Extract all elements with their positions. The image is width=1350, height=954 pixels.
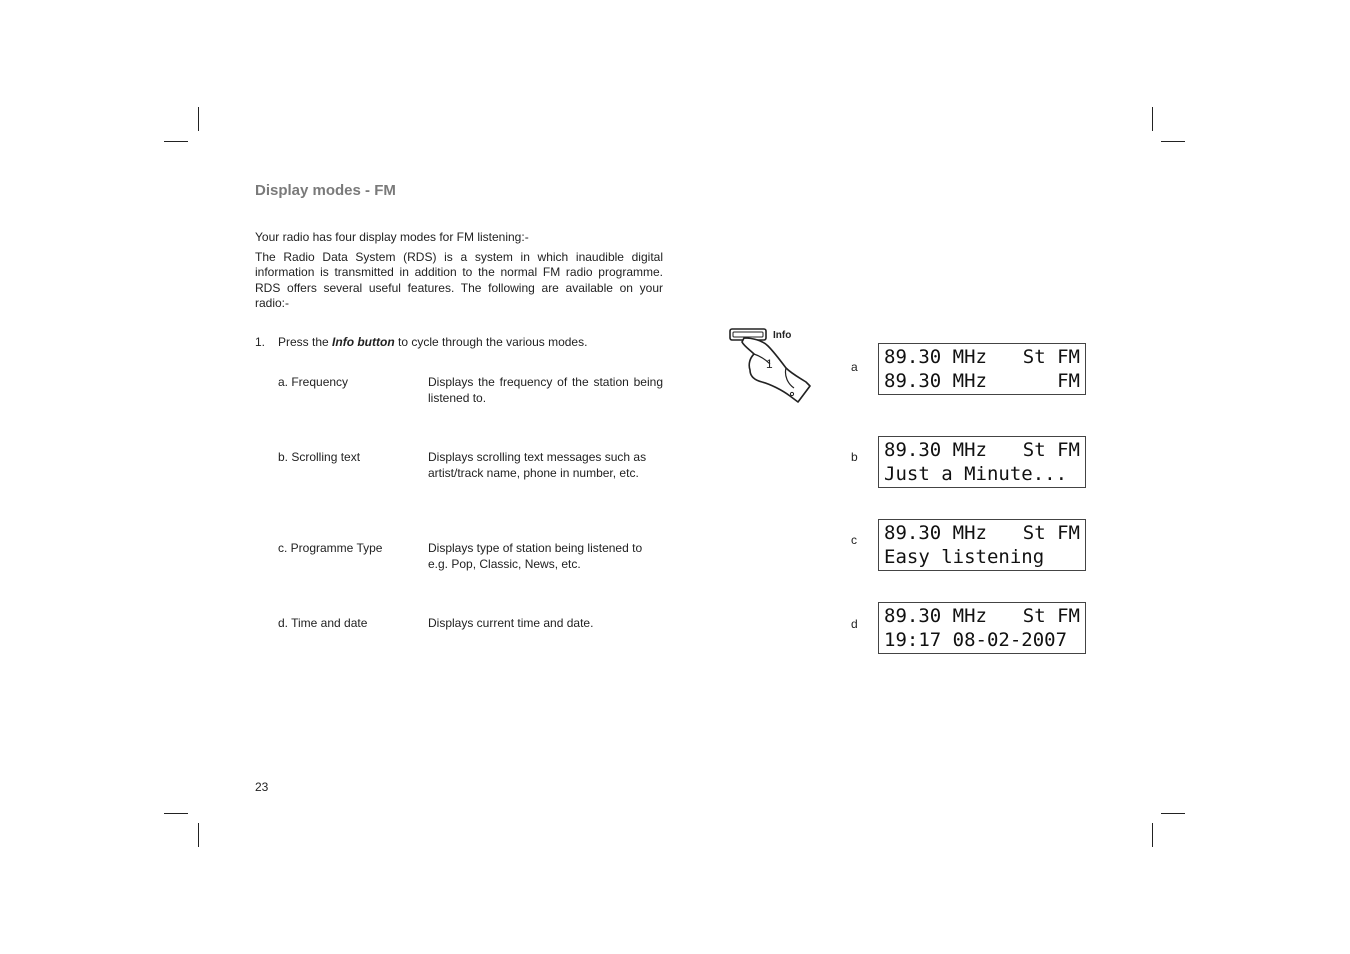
crop-mark	[198, 107, 199, 131]
crop-mark	[164, 141, 188, 142]
mode-desc-programme-type: Displays type of station being listened to e.g. Pop, Classic, News, etc.	[428, 541, 643, 571]
mode-desc-scrolling-text: Displays scrolling text messages such as artist/track name, phone in number, etc.	[428, 450, 647, 480]
lcd-line2-right: FM	[1057, 370, 1080, 392]
display-letter-c: c	[851, 533, 857, 547]
crop-mark	[1161, 813, 1185, 814]
crop-mark	[1161, 141, 1185, 142]
lcd-display-frequency	[878, 343, 1086, 395]
rds-paragraph: The Radio Data System (RDS) is a system in which inaudible digital information is transmitted in addition to the normal FM radio programme. RDS offers several useful features. The following are available on your radio:-	[255, 250, 663, 310]
mode-label-scrolling-text: b. Scrolling text	[278, 450, 361, 464]
lcd-line1-left: 89.30 MHz	[884, 346, 987, 368]
step-prefix: Press the	[278, 335, 333, 349]
mode-label-time-date: d. Time and date	[278, 616, 368, 630]
crop-mark	[198, 823, 199, 847]
mode-label-programme-type: c. Programme Type	[278, 541, 383, 555]
page-title: Display modes - FM	[255, 182, 396, 199]
lcd-display-programme-type	[878, 519, 1086, 571]
mode-label-frequency: a. Frequency	[278, 375, 349, 389]
step-instruction	[255, 335, 587, 349]
step-number: 1.	[255, 335, 266, 349]
display-letter-d: d	[851, 617, 858, 631]
mode-desc-time-date: Displays current time and date.	[428, 616, 594, 630]
lcd-line1-right: St FM	[1022, 522, 1080, 544]
intro-text: Your radio has four display modes for FM listening:-	[255, 230, 529, 244]
crop-mark	[164, 813, 188, 814]
step-suffix: to cycle through the various modes.	[394, 335, 588, 349]
display-letter-b: b	[851, 450, 858, 464]
mode-desc-frequency: Displays the frequency of the station being listened to.	[428, 375, 663, 405]
info-button-label: Info	[773, 330, 792, 341]
page-number: 23	[255, 780, 269, 794]
lcd-line1-left: 89.30 MHz	[884, 439, 987, 461]
pointing-hand-icon	[726, 324, 816, 406]
lcd-line1-right: St FM	[1022, 605, 1080, 627]
crop-mark	[1152, 107, 1153, 131]
crop-mark	[1152, 823, 1153, 847]
lcd-line2-left: Just a Minute...	[884, 463, 1068, 485]
lcd-line2-left: 89.30 MHz	[884, 370, 987, 392]
lcd-line1-left: 89.30 MHz	[884, 522, 987, 544]
lcd-display-time-date	[878, 602, 1086, 654]
lcd-line2-left: 19:17 08-02-2007	[884, 629, 1068, 651]
info-button-name: Info button	[332, 335, 395, 349]
lcd-line1-right: St FM	[1022, 346, 1080, 368]
lcd-line1-right: St FM	[1022, 439, 1080, 461]
lcd-line1-left: 89.30 MHz	[884, 605, 987, 627]
hand-pressing-info-button-illustration	[726, 324, 816, 406]
display-letter-a: a	[851, 360, 858, 374]
lcd-line2-left: Easy listening	[884, 546, 1045, 568]
lcd-display-scrolling-text	[878, 436, 1086, 488]
callout-number: 1	[766, 357, 773, 371]
